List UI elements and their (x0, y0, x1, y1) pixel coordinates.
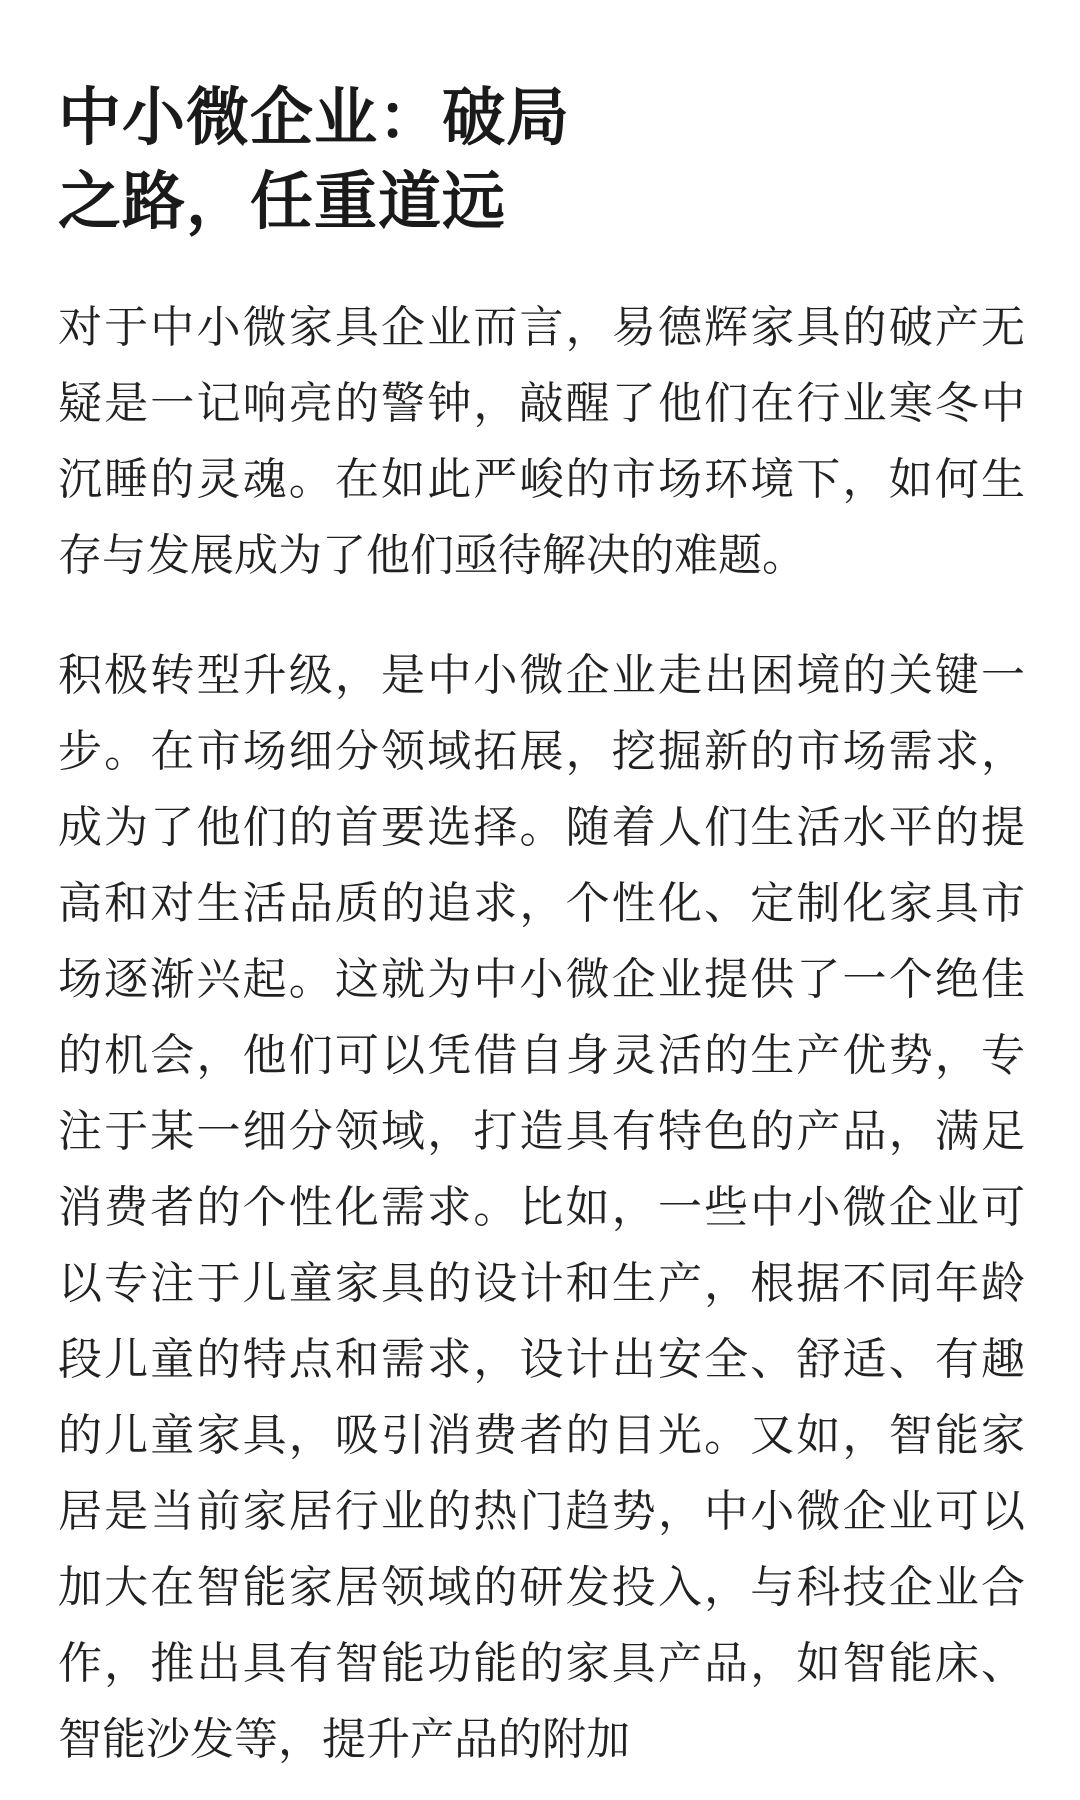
article-paragraph-2: 积极转型升级，是中小微企业走出困境的关键一步。在市场细分领域拓展，挖掘新的市场需求，成为了他们的首要选择。随着人们生活水平的提高和对生活品质的追求，个性化、定制化家具市场逐渐兴起。这就为中小微企业提供了一个绝佳的机会，他们可以凭借自身灵活的生产优势，专注于某一细分领域，打造具有特色的产品，满足消费者的个性化需求。比如，一些中小微企业可以专注于儿童家具的设计和生产，根据不同年龄段儿童的特点和需求，设计出安全、舒适、有趣的儿童家具，吸引消费者的目光。又如，智能家居是当前家居行业的热门趋势，中小微企业可以加大在智能家居领域的研发投入，与科技企业合作，推出具有智能功能的家具产品，如智能床、智能沙发等，提升产品的附加 (58, 651, 1025, 1764)
article-title-line-1: 中小微企业：破局 (58, 83, 570, 153)
article-paragraph-1: 对于中小微家具企业而言，易德辉家具的破产无疑是一记响亮的警钟，敲醒了他们在行业寒冬中沉睡的灵魂。在如此严峻的市场环境下，如何生存与发展成为了他们亟待解决的难题。 (58, 303, 1025, 580)
article-body (58, 290, 1025, 1778)
article-title-line-2: 之路，任重道远 (58, 167, 506, 237)
article-title (58, 76, 1025, 244)
